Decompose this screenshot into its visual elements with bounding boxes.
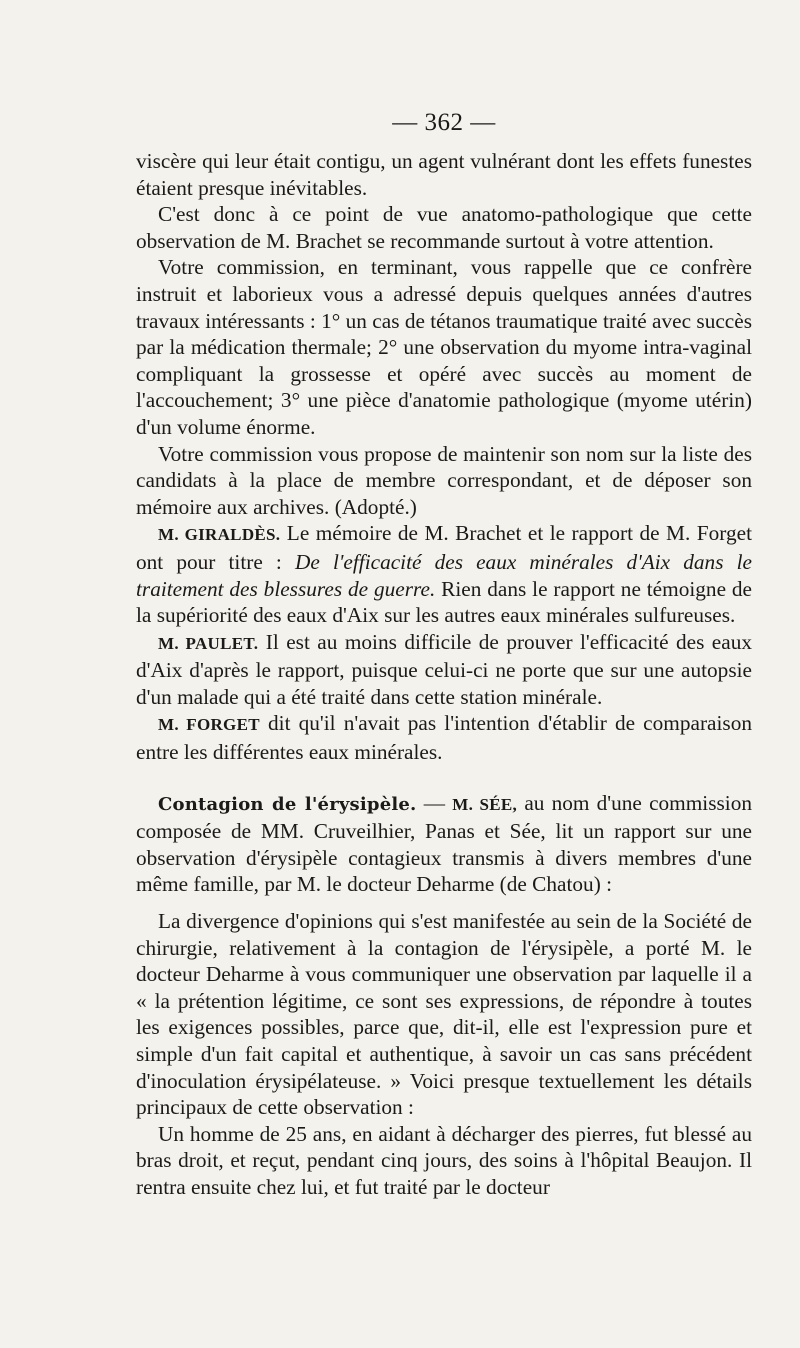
- paragraph-divergence: La divergence d'opinions qui s'est manifestée au sein de la Société de chirurgie, relativement à la contagion de l'érysipèle, a porté M. le docteur Deharme à vous communiquer une observation par laquelle il a « la prétention légitime, ce sont ses expressions, de répondre à toutes les exigences possibles, parce que, dit-il, elle est l'expression pure et simple d'un fait capital et authentique, à savoir un cas sans précédent d'inoculation érysipélateuse. » Voici presque textuellement les détails principaux de cette observation :: [136, 909, 752, 1120]
- document-page: [136, 108, 752, 1201]
- paulet-text: Il est au moins difficile de prouver l'efficacité des eaux d'Aix d'après le rapport, puisque celui-ci ne porte que sur une autopsie d'un malade qui a été traité dans cette station minérale.: [136, 629, 752, 709]
- paragraph-giraldes: [136, 520, 752, 628]
- section-contagion: [136, 790, 752, 898]
- paragraph-commission-propose: Votre commission vous propose de maintenir son nom sur la liste des candidats à la place de membre correspondant, et de déposer son mémoire aux archives. (Adopté.): [136, 441, 752, 519]
- paragraph-homme: Un homme de 25 ans, en aidant à décharger des pierres, fut blessé au bras droit, et reçut, pendant cinq jours, des soins à l'hôpital Beaujon. Il rentra ensuite chez lui, et fut traité par le docteur: [136, 1121, 752, 1199]
- paragraph-anatomo-pathologique: C'est donc à ce point de vue anatomo-pathologique que cette observation de M. Brachet se recommande surtout à votre attention.: [136, 202, 752, 253]
- speaker-paulet: M. PAULET.: [158, 633, 259, 653]
- paragraph-commission-travaux: Votre commission, en terminant, vous rappelle que ce confrère instruit et laborieux vous a adressé depuis quelques années d'autres travaux intéressants : 1° un cas de tétanos traumatique traité avec succès par la médication thermale; 2° une observation du myome intra-vaginal compliquant la grossesse et opéré avec succès au moment de l'accouchement; 3° une pièce d'anatomie pathologique (myome utérin) d'un volume énorme.: [136, 255, 752, 439]
- paragraph-paulet: [136, 629, 752, 711]
- speaker-forget: M. FORGET: [158, 715, 260, 735]
- memoir-title: De l'efficacité des eaux minérales d'Aix dans le traitement des blessures de guerre.: [136, 549, 752, 601]
- paragraph-contigu: viscère qui leur était contigu, un agent vulnérant dont les effets funestes étaient presque inévitables.: [136, 149, 752, 200]
- forget-text: dit qu'il n'avait pas l'intention d'établir de comparaison entre les différentes eaux minérales.: [136, 711, 753, 765]
- speaker-see: M. SÉE,: [452, 794, 518, 814]
- giraldes-text-before: Le mémoire de M. Brachet et le rapport de M. Forget ont pour titre :: [136, 521, 752, 574]
- paragraph-forget: [136, 710, 752, 765]
- section-dash: —: [416, 790, 453, 815]
- speaker-giraldes: M. GIRALDÈS.: [158, 525, 281, 545]
- section-text: au nom d'une commission composée de MM. Cruveilhier, Panas et Sée, lit un rapport sur une observation d'érysipèle contagieux transmis à divers membres d'une même famille, par M. le docteur Deharme (de Chatou) :: [136, 790, 753, 897]
- giraldes-text-after: Rien dans le rapport ne témoigne de la supériorité des eaux d'Aix sur les autres eaux minérales sulfureuses.: [136, 576, 752, 628]
- section-heading: Contagion de l'érysipèle.: [158, 793, 417, 815]
- page-number: — 362 —: [392, 109, 496, 136]
